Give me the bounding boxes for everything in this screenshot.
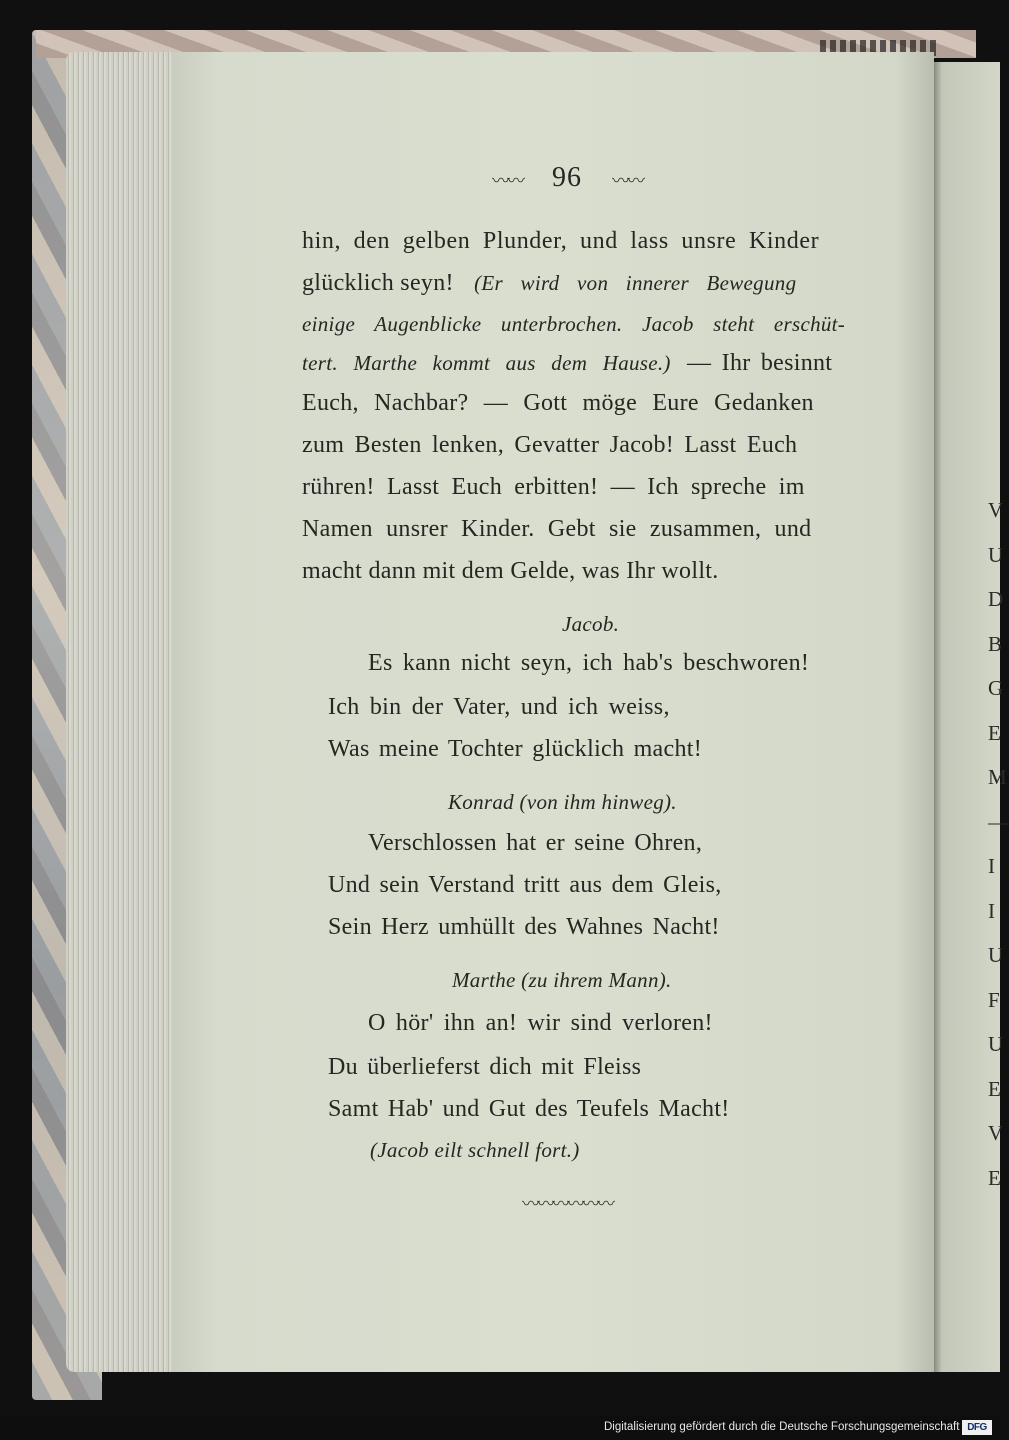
verse-konrad-2: Und sein Verstand tritt aus dem Gleis,	[328, 872, 722, 898]
prose-line-9: macht dann mit dem Gelde, was Ihr wollt.	[302, 558, 719, 584]
prose-line-7: rühren! Lasst Euch erbitten! — Ich spreche im	[302, 474, 805, 500]
facing-page-letter: B	[988, 631, 1003, 656]
verse-jacob-1: Es kann nicht seyn, ich hab's beschworen!	[368, 650, 810, 676]
verse-jacob-2: Ich bin der Vater, und ich weiss,	[328, 694, 670, 720]
prose-line-6: zum Besten lenken, Gevatter Jacob! Lasst Euch	[302, 432, 798, 458]
prose-line-4-text: — Ihr besinnt	[687, 350, 833, 376]
facing-page-letter: —	[988, 809, 1009, 834]
prose-line-2-text: glücklich seyn!	[302, 270, 454, 296]
facing-page-letter: E	[988, 720, 1001, 745]
prose-line-2	[302, 270, 796, 297]
verse-konrad-1: Verschlossen hat er seine Ohren,	[368, 830, 703, 856]
prose-line-5: Euch, Nachbar? — Gott möge Eure Gedanken	[302, 390, 814, 416]
facing-page-letter: V	[988, 1121, 1004, 1145]
facing-page-letter: G	[988, 676, 1004, 700]
speaker-jacob: Jacob.	[562, 612, 620, 636]
stage-direction-1a: (Er wird von innerer Bewegung	[474, 271, 797, 295]
facing-page-letter: U	[988, 1032, 1004, 1056]
verse-konrad-3: Sein Herz umhüllt des Wahnes Nacht!	[328, 914, 720, 940]
facing-page-letter: I	[988, 898, 995, 923]
page-number: 96	[552, 162, 582, 193]
facing-page-letter: E	[988, 1165, 1001, 1190]
dfg-logo: DFG	[962, 1420, 992, 1435]
facing-page-letter: F	[988, 987, 1000, 1012]
page-header	[492, 162, 642, 194]
facing-page-letter: V	[988, 498, 1004, 522]
verse-marthe-2: Du überlieferst dich mit Fleiss	[328, 1054, 642, 1080]
closing-ornament: 〰〰〰〰〰〰	[522, 1194, 612, 1214]
verse-marthe-1: O hör' ihn an! wir sind verloren!	[368, 1010, 713, 1036]
facing-page-letter: D	[988, 587, 1004, 611]
page-edges	[66, 52, 181, 1372]
digitization-credit: Digitalisierung gefördert durch die Deutsche Forschungsgemeinschaft	[604, 1421, 960, 1433]
ornament-left: 〰〰	[492, 170, 522, 191]
facing-page-letter: E	[988, 1076, 1001, 1101]
facing-page-letter: U	[988, 943, 1004, 967]
facing-page-letter: I	[988, 854, 995, 878]
stage-direction-exit: (Jacob eilt schnell fort.)	[370, 1138, 580, 1162]
facing-page-letter: M	[988, 765, 1007, 789]
stage-direction-1c: tert. Marthe kommt aus dem Hause.)	[302, 351, 671, 375]
ornament-right: 〰〰	[612, 170, 642, 191]
speaker-konrad: Konrad (von ihm hinweg).	[448, 790, 677, 814]
prose-line-8: Namen unsrer Kinder. Gebt sie zusammen, und	[302, 516, 812, 542]
stage-direction-1b: einige Augenblicke unterbrochen. Jacob steht erschüt-	[302, 312, 846, 336]
verse-marthe-3: Samt Hab' und Gut des Teufels Macht!	[328, 1096, 730, 1122]
facing-page-letter: U	[988, 542, 1004, 567]
prose-line-4	[302, 350, 832, 377]
speaker-marthe: Marthe (zu ihrem Mann).	[452, 968, 672, 992]
verse-jacob-3: Was meine Tochter glücklich macht!	[328, 736, 703, 762]
prose-line-1: hin, den gelben Plunder, und lass unsre Kinder	[302, 228, 820, 254]
